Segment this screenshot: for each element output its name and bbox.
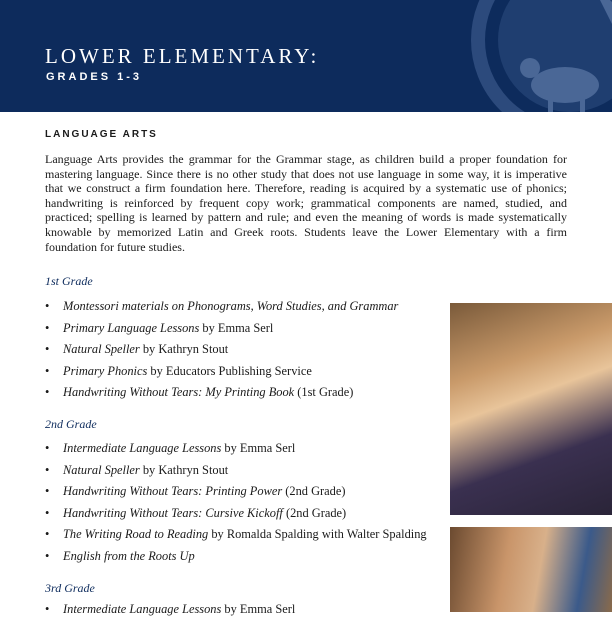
list-item: • Handwriting Without Tears: Printing Power (2nd Grade) xyxy=(45,484,427,506)
list-item: • Primary Phonics by Educators Publishing Service xyxy=(45,364,398,386)
book-title: Natural Speller xyxy=(63,342,140,356)
grade-3-list xyxy=(45,602,295,624)
book-title: Handwriting Without Tears: Printing Power xyxy=(63,484,283,498)
teacher-student-photo xyxy=(450,527,612,612)
grade-heading: 3rd Grade xyxy=(45,581,95,595)
page-subtitle: GRADES 1-3 xyxy=(46,71,143,83)
page-header xyxy=(0,0,612,112)
list-item: • Intermediate Language Lessons by Emma Serl xyxy=(45,441,427,463)
student-writing-photo xyxy=(450,303,612,515)
book-title: English from the Roots Up xyxy=(63,548,195,563)
list-item xyxy=(45,299,398,321)
list-item: • Natural Speller by Kathryn Stout xyxy=(45,342,398,364)
list-item: • Natural Speller by Kathryn Stout xyxy=(45,463,427,485)
list-item: • The Writing Road to Reading by Romalda Spalding with Walter Spalding xyxy=(45,527,427,549)
book-title: Intermediate Language Lessons xyxy=(63,602,222,616)
intro-paragraph: Language Arts provides the grammar for the Grammar stage, as children build a proper foundation for mastering language. Since there is no other study that does not use language in some way, it is imperative that we construct a firm foundation here. Therefore, reading is acquired by a systematic use of phonics; handwriting is reinforced by frequent copy work; grammatical components are named, studied, and practiced; spelling is learned by pattern and rule; and even the meaning of words is made systematically knowable by memorized Latin and Greek roots. Students leave the Lower Elementary with a firm foundation for future studies. xyxy=(45,152,567,254)
book-title: Primary Phonics xyxy=(63,363,148,378)
list-item: • Handwriting Without Tears: My Printing Book (1st Grade) xyxy=(45,385,398,407)
grade-1-list xyxy=(45,299,398,407)
book-title: Primary Language Lessons xyxy=(63,320,200,335)
list-item: • Handwriting Without Tears: Cursive Kickoff (2nd Grade) xyxy=(45,506,427,528)
section-title: LANGUAGE ARTS xyxy=(45,129,158,140)
book-title: Handwriting Without Tears: My Printing Book xyxy=(63,385,295,399)
book-title: Natural Speller xyxy=(63,462,140,477)
list-item: • Intermediate Language Lessons by Emma Serl xyxy=(45,602,295,624)
list-item xyxy=(45,549,427,571)
lamb-seal-logo xyxy=(470,0,612,112)
book-title: Montessori materials on Phonograms, Word Studies, and Grammar xyxy=(63,299,399,313)
grade-2-list xyxy=(45,441,427,570)
grade-heading: 1st Grade xyxy=(45,274,93,288)
book-title: The Writing Road to Reading xyxy=(63,527,209,541)
book-title: Handwriting Without Tears: Cursive Kickoff xyxy=(63,505,283,520)
list-item: • Primary Language Lessons by Emma Serl xyxy=(45,321,398,343)
book-title: Intermediate Language Lessons xyxy=(63,441,222,455)
page-title: LOWER ELEMENTARY: xyxy=(45,44,320,68)
grade-heading: 2nd Grade xyxy=(45,417,97,431)
